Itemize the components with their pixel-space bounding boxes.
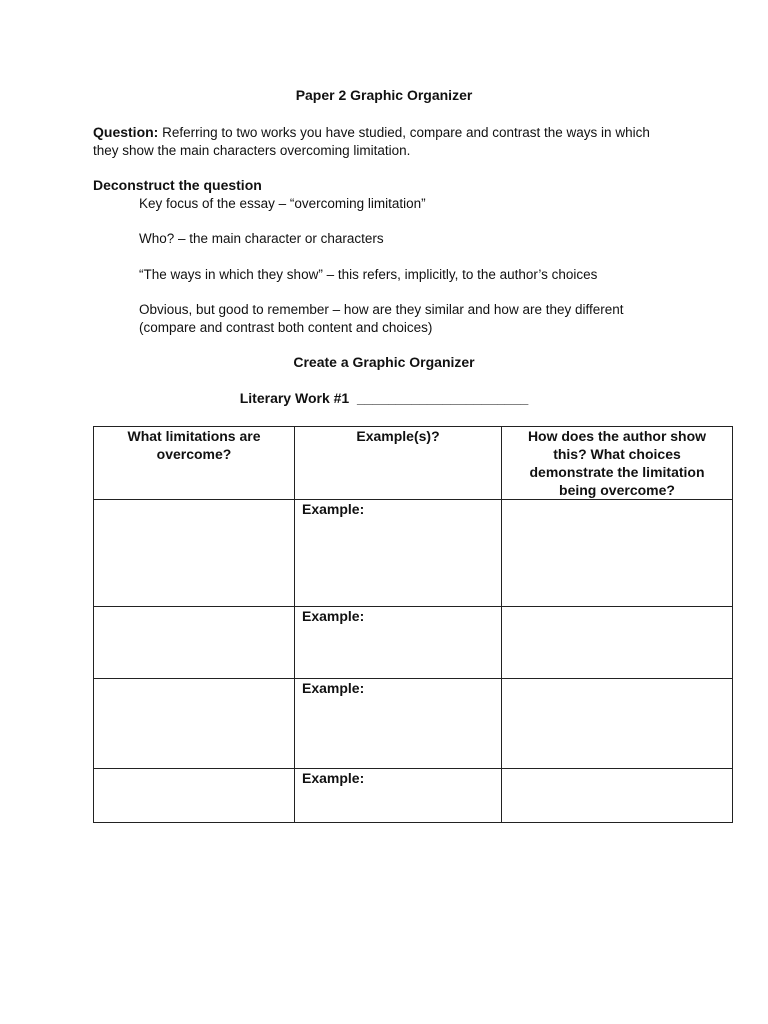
author-choice-cell[interactable] [502, 679, 733, 769]
table-header-row [94, 427, 733, 500]
author-choice-cell[interactable] [502, 500, 733, 607]
header-author-choices: How does the author show this? What choices demonstrate the limitation being overcome? [502, 427, 733, 500]
create-heading: Create a Graphic Organizer [293, 354, 475, 370]
limitation-cell[interactable] [94, 607, 295, 679]
example-cell[interactable] [295, 607, 502, 679]
header-examples: Example(s)? [295, 427, 502, 500]
author-choice-cell[interactable] [502, 769, 733, 823]
example-cell[interactable] [295, 500, 502, 607]
deconstruct-line-who: Who? – the main character or characters [139, 231, 384, 246]
example-cell[interactable] [295, 679, 502, 769]
table-row [94, 500, 733, 607]
deconstruct-line-ways: “The ways in which they show” – this refers, implicitly, to the author’s choices [139, 267, 598, 282]
example-label: Example: [302, 501, 365, 517]
limitation-cell[interactable] [94, 769, 295, 823]
deconstruct-heading: Deconstruct the question [93, 177, 262, 193]
table-row [94, 679, 733, 769]
page-title: Paper 2 Graphic Organizer [295, 87, 473, 103]
example-label: Example: [302, 608, 365, 624]
graphic-organizer-table [93, 426, 733, 823]
example-label: Example: [302, 770, 365, 786]
question-text: Referring to two works you have studied, compare and contrast the ways in which they show the main characters overcoming limitation. [93, 125, 650, 158]
table-row [94, 769, 733, 823]
header-limitations: What limitations are overcome? [94, 427, 295, 500]
limitation-cell[interactable] [94, 679, 295, 769]
question-paragraph [93, 123, 653, 160]
example-cell[interactable] [295, 769, 502, 823]
table-row [94, 607, 733, 679]
example-label: Example: [302, 680, 365, 696]
deconstruct-line-focus: Key focus of the essay – “overcoming limitation” [139, 196, 426, 211]
limitation-cell[interactable] [94, 500, 295, 607]
literary-work-label: Literary Work #1 ______________________ [239, 390, 529, 406]
question-label: Question: [93, 124, 159, 140]
deconstruct-line-obvious: Obvious, but good to remember – how are they similar and how are they different (compare and contrast both content and choices) [139, 302, 624, 335]
author-choice-cell[interactable] [502, 607, 733, 679]
